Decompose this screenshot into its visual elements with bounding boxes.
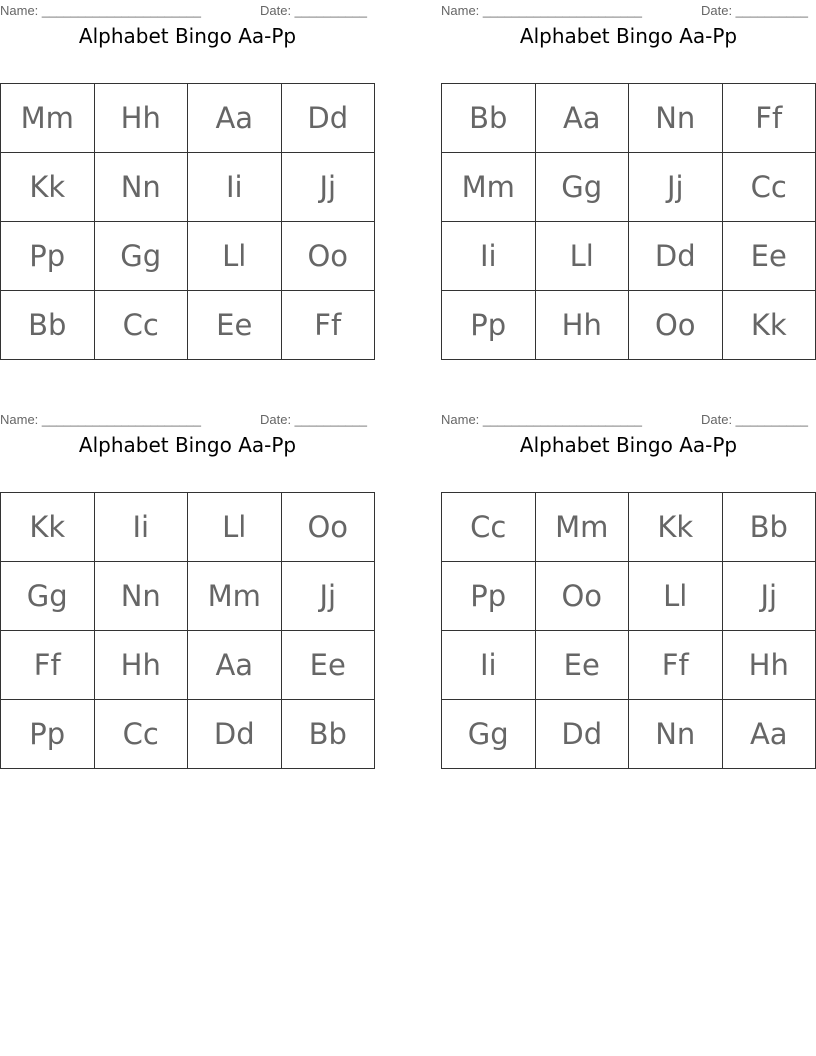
bingo-cell[interactable]: Pp — [442, 291, 536, 360]
bingo-cell[interactable]: Bb — [1, 291, 95, 360]
bingo-cell[interactable]: Aa — [535, 84, 629, 153]
bingo-cell[interactable]: Jj — [629, 153, 723, 222]
bingo-cell[interactable]: Aa — [188, 631, 282, 700]
bingo-cell[interactable]: Ll — [535, 222, 629, 291]
bingo-cell[interactable]: Jj — [281, 153, 375, 222]
bingo-cell[interactable]: Jj — [281, 562, 375, 631]
bingo-cell[interactable]: Ii — [442, 222, 536, 291]
bingo-cell[interactable]: Nn — [629, 84, 723, 153]
bingo-cell[interactable]: Ll — [629, 562, 723, 631]
bingo-row — [1, 153, 375, 222]
bingo-grid — [0, 83, 375, 360]
date-field[interactable]: Date: __________ — [260, 3, 367, 18]
name-date-line — [0, 409, 375, 431]
bingo-row — [442, 222, 816, 291]
bingo-cell[interactable]: Mm — [188, 562, 282, 631]
card-title: Alphabet Bingo Aa-Pp — [78, 433, 297, 457]
card-title: Alphabet Bingo Aa-Pp — [519, 24, 738, 48]
bingo-cell[interactable]: Oo — [535, 562, 629, 631]
bingo-cell[interactable]: Ee — [722, 222, 816, 291]
bingo-cell[interactable]: Mm — [535, 493, 629, 562]
bingo-cell[interactable]: Bb — [722, 493, 816, 562]
bingo-cell[interactable]: Ff — [1, 631, 95, 700]
bingo-row — [442, 84, 816, 153]
bingo-cell[interactable]: Kk — [1, 153, 95, 222]
bingo-cell[interactable]: Hh — [94, 631, 188, 700]
card-title: Alphabet Bingo Aa-Pp — [519, 433, 738, 457]
bingo-cell[interactable]: Pp — [442, 562, 536, 631]
bingo-card-2 — [441, 0, 816, 360]
bingo-cell[interactable]: Oo — [629, 291, 723, 360]
bingo-row — [442, 700, 816, 769]
bingo-row — [1, 562, 375, 631]
bingo-cell[interactable]: Gg — [535, 153, 629, 222]
bingo-cell[interactable]: Ee — [281, 631, 375, 700]
bingo-cell[interactable]: Jj — [722, 562, 816, 631]
bingo-cell[interactable]: Ff — [281, 291, 375, 360]
bingo-row — [442, 493, 816, 562]
bingo-cell[interactable]: Hh — [722, 631, 816, 700]
bingo-cell[interactable]: Oo — [281, 493, 375, 562]
card-title: Alphabet Bingo Aa-Pp — [78, 24, 297, 48]
bingo-cell[interactable]: Ff — [629, 631, 723, 700]
name-field[interactable]: Name: ______________________ — [0, 3, 201, 18]
bingo-grid — [441, 83, 816, 360]
bingo-cell[interactable]: Mm — [442, 153, 536, 222]
bingo-cell[interactable]: Aa — [188, 84, 282, 153]
bingo-card-4 — [441, 409, 816, 769]
bingo-cell[interactable]: Kk — [629, 493, 723, 562]
bingo-cell[interactable]: Kk — [1, 493, 95, 562]
bingo-cell[interactable]: Bb — [281, 700, 375, 769]
bingo-cell[interactable]: Dd — [281, 84, 375, 153]
bingo-cell[interactable]: Mm — [1, 84, 95, 153]
bingo-cell[interactable]: Cc — [94, 291, 188, 360]
bingo-cell[interactable]: Oo — [281, 222, 375, 291]
bingo-cell[interactable]: Nn — [94, 562, 188, 631]
bingo-grid — [0, 492, 375, 769]
bingo-cell[interactable]: Gg — [442, 700, 536, 769]
bingo-card-1 — [0, 0, 375, 360]
name-field[interactable]: Name: ______________________ — [0, 412, 201, 427]
date-field[interactable]: Date: __________ — [701, 3, 808, 18]
bingo-cell[interactable]: Gg — [94, 222, 188, 291]
bingo-cell[interactable]: Dd — [629, 222, 723, 291]
bingo-cell[interactable]: Ee — [188, 291, 282, 360]
bingo-cell[interactable]: Cc — [94, 700, 188, 769]
bingo-cell[interactable]: Nn — [629, 700, 723, 769]
bingo-cell[interactable]: Ii — [188, 153, 282, 222]
name-field[interactable]: Name: ______________________ — [441, 412, 642, 427]
bingo-row — [442, 153, 816, 222]
bingo-row — [1, 84, 375, 153]
bingo-cell[interactable]: Gg — [1, 562, 95, 631]
name-date-line — [441, 409, 816, 431]
bingo-cell[interactable]: Dd — [188, 700, 282, 769]
bingo-grid — [441, 492, 816, 769]
bingo-cell[interactable]: Hh — [94, 84, 188, 153]
bingo-cell[interactable]: Ee — [535, 631, 629, 700]
name-field[interactable]: Name: ______________________ — [441, 3, 642, 18]
bingo-row — [1, 493, 375, 562]
date-field[interactable]: Date: __________ — [260, 412, 367, 427]
bingo-row — [1, 222, 375, 291]
bingo-cell[interactable]: Ll — [188, 222, 282, 291]
bingo-cell[interactable]: Bb — [442, 84, 536, 153]
bingo-cell[interactable]: Cc — [442, 493, 536, 562]
bingo-cell[interactable]: Cc — [722, 153, 816, 222]
bingo-cell[interactable]: Pp — [1, 222, 95, 291]
bingo-cell[interactable]: Ii — [94, 493, 188, 562]
bingo-card-3 — [0, 409, 375, 769]
bingo-cell[interactable]: Ff — [722, 84, 816, 153]
name-date-line — [0, 0, 375, 22]
bingo-cell[interactable]: Ii — [442, 631, 536, 700]
bingo-cell[interactable]: Nn — [94, 153, 188, 222]
bingo-row — [1, 291, 375, 360]
bingo-row — [1, 700, 375, 769]
bingo-cell[interactable]: Kk — [722, 291, 816, 360]
bingo-cell[interactable]: Aa — [722, 700, 816, 769]
bingo-cell[interactable]: Ll — [188, 493, 282, 562]
bingo-row — [442, 291, 816, 360]
name-date-line — [441, 0, 816, 22]
bingo-row — [442, 631, 816, 700]
bingo-cell[interactable]: Hh — [535, 291, 629, 360]
bingo-cell[interactable]: Pp — [1, 700, 95, 769]
date-field[interactable]: Date: __________ — [701, 412, 808, 427]
bingo-cell[interactable]: Dd — [535, 700, 629, 769]
bingo-row — [442, 562, 816, 631]
bingo-row — [1, 631, 375, 700]
